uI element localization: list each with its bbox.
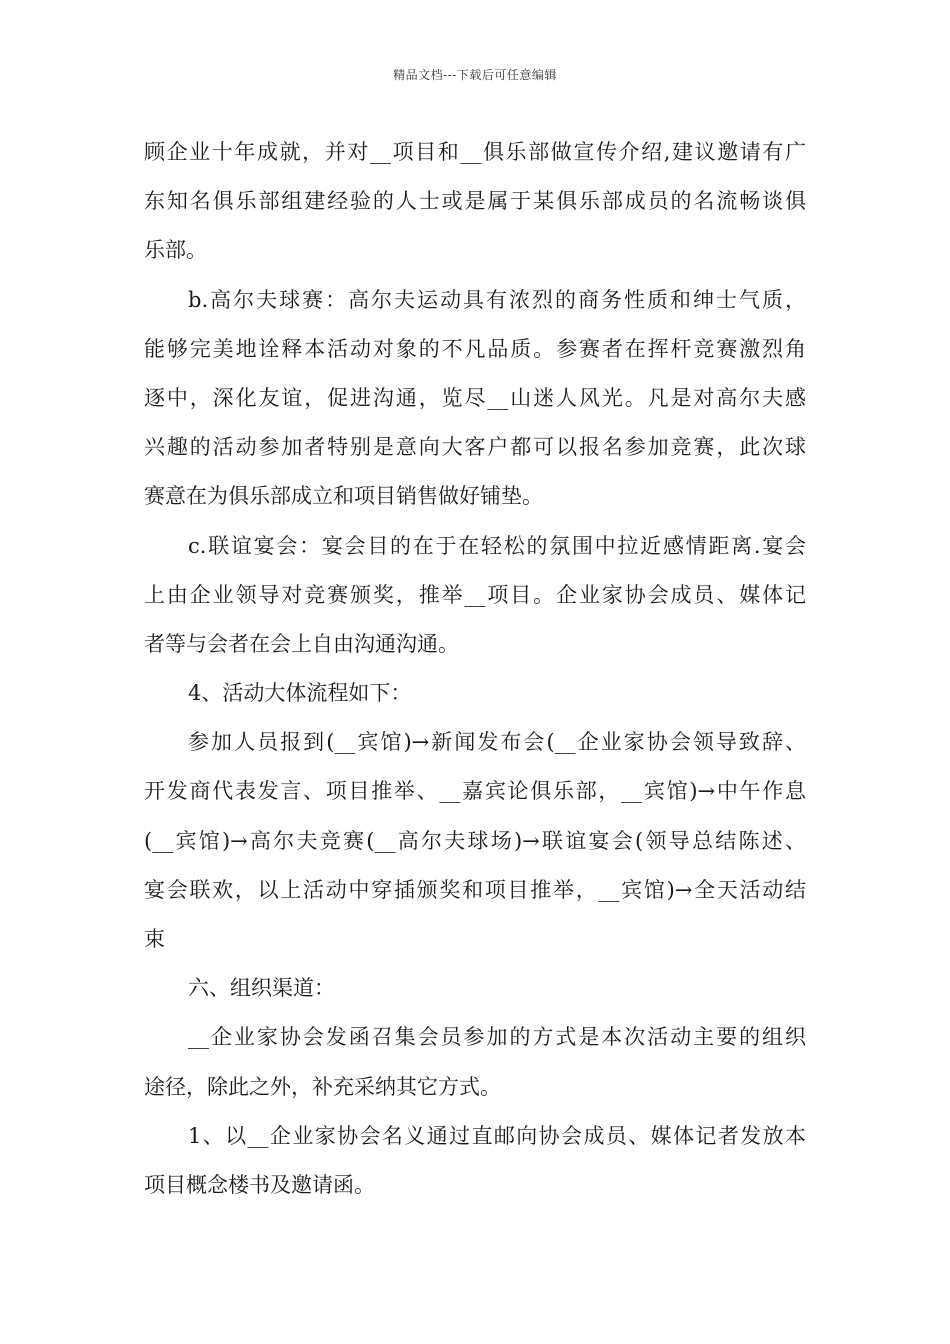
paragraph-start-line: b.高尔夫球赛：高尔夫运动具有浓烈的商务性质和绅士气质， (188, 287, 806, 312)
text-line: 赛意在为俱乐部成立和项目销售做好铺垫。 (144, 484, 543, 509)
text-line: 东知名俱乐部组建经验的人士或是属于某俱乐部成员的名流畅谈俱 (144, 189, 806, 214)
text-line: 宴会联欢，以上活动中穿插颁奖和项目推举，__宾馆)→全天活动结 (144, 877, 806, 902)
text-line: 开发商代表发言、项目推举、__嘉宾论俱乐部，__宾馆)→中午作息 (144, 779, 806, 804)
text-line: (__宾馆)→高尔夫竞赛(__高尔夫球场)→联谊宴会(领导总结陈述、 (144, 828, 806, 853)
text-line: 途径，除此之外，补充采纳其它方式。 (144, 1074, 501, 1099)
text-line: 项目概念楼书及邀请函。 (144, 1172, 375, 1197)
text-line: 上由企业领导对竞赛颁奖，推举__项目。企业家协会成员、媒体记 (144, 582, 806, 607)
page-header: 精品文档---下载后可任意编辑 (393, 68, 557, 82)
paragraph-start-line: 参加人员报到(__宾馆)→新闻发布会(__企业家协会领导致辞、 (188, 730, 806, 755)
text-line: 束 (144, 927, 165, 951)
text-line: 兴趣的活动参加者特别是意向大客户都可以报名参加竞赛，此次球 (144, 435, 806, 460)
paragraph-start-line: 1、以__企业家协会名义通过直邮向协会成员、媒体记者发放本 (188, 1123, 806, 1148)
text-line: 逐中，深化友谊，促进沟通，览尽__山迷人风光。凡是对高尔夫感 (144, 385, 806, 410)
text-line: 顾企业十年成就，并对__项目和__俱乐部做宣传介绍,建议邀请有广 (144, 140, 806, 164)
paragraph-start-line: __企业家协会发函召集会员参加的方式是本次活动主要的组织 (188, 1025, 806, 1050)
paragraph-start-line: c.联谊宴会：宴会目的在于在轻松的氛围中拉近感情距离.宴会 (188, 533, 806, 558)
section-heading: 六、组织渠道： (188, 976, 335, 1001)
text-line: 能够完美地诠释本活动对象的不凡品质。参赛者在挥杆竞赛激烈角 (144, 336, 806, 361)
document-body (144, 128, 806, 1210)
text-line: 者等与会者在会上自由沟通沟通。 (144, 631, 459, 656)
text-line: 乐部。 (144, 238, 207, 263)
section-heading: 4、活动大体流程如下： (188, 681, 412, 706)
